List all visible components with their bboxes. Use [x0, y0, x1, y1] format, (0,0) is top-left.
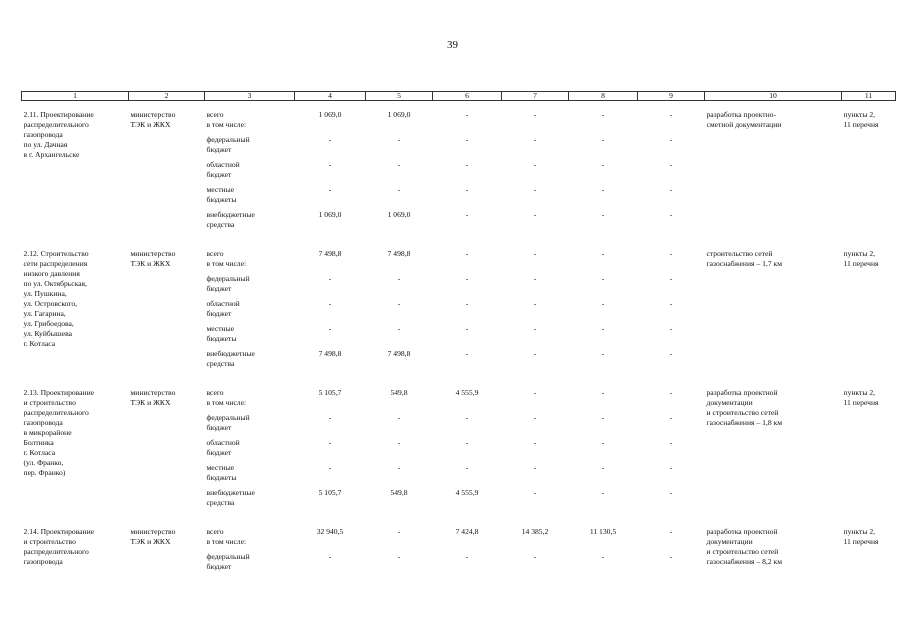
amount-cell: -: [465, 185, 469, 194]
column-number: 7: [502, 92, 569, 101]
amount-cell: -: [533, 249, 537, 258]
column-number: 1: [22, 92, 129, 101]
amount-cell: -: [397, 135, 401, 144]
amount-cell: -: [669, 135, 673, 144]
executor: министерство ТЭК и ЖКХ: [130, 388, 176, 407]
amount-cell: -: [601, 274, 605, 283]
amount-cell: -: [601, 438, 605, 447]
funding-source: местные бюджеты: [206, 185, 237, 204]
amount-cell: -: [328, 135, 332, 144]
basis-reference: пункты 2, 11 перечня: [843, 388, 879, 407]
amount-cell: -: [533, 299, 537, 308]
amount-cell: 1 069,0: [318, 210, 342, 219]
amount-cell: -: [465, 299, 469, 308]
column-number: 3: [205, 92, 295, 101]
funding-source: областной бюджет: [206, 299, 240, 318]
funding-source: местные бюджеты: [206, 463, 237, 482]
amount-cell: -: [669, 349, 673, 358]
amount-cell: 4 555,9: [455, 488, 479, 497]
amount-cell: -: [533, 463, 537, 472]
amount-cell: -: [601, 110, 605, 119]
amount-cell: -: [328, 463, 332, 472]
amount-cell: 7 498,8: [387, 349, 411, 358]
amount-cell: -: [328, 274, 332, 283]
amount-cell: -: [669, 299, 673, 308]
amount-cell: -: [533, 160, 537, 169]
block-spacer: [22, 374, 896, 388]
amount-cell: -: [533, 110, 537, 119]
amount-cell: -: [533, 552, 537, 561]
expected-result: разработка проектно- сметной документации: [706, 110, 782, 129]
table-row: [22, 249, 896, 274]
funding-source: федеральный бюджет: [206, 135, 250, 154]
amount-cell: 7 498,8: [387, 249, 411, 258]
amount-cell: -: [601, 210, 605, 219]
funding-source: областной бюджет: [206, 438, 240, 457]
amount-cell: -: [465, 438, 469, 447]
column-number: 5: [366, 92, 433, 101]
amount-cell: 7 498,8: [318, 349, 342, 358]
page-number: 39: [447, 39, 458, 51]
basis-reference: пункты 2, 11 перечня: [843, 110, 879, 129]
amount-cell: -: [397, 274, 401, 283]
table-row: [22, 388, 896, 413]
amount-cell: 549,8: [390, 388, 408, 397]
amount-cell: 1 069,0: [318, 110, 342, 119]
spacer-cell: [22, 374, 896, 388]
measure-name: 2.12. Строительство сети распределения низкого давления по ул. Октябрьская, ул. Пушкина, ул. Островского, ул. Гагарина, ул. Грибоедова, ул. Куйбышева г. Котласа: [23, 249, 89, 348]
amount-cell: -: [601, 413, 605, 422]
amount-cell: -: [533, 488, 537, 497]
amount-cell: 5 105,7: [318, 388, 342, 397]
executor: министерство ТЭК и ЖКХ: [130, 527, 176, 546]
column-number: 10: [705, 92, 842, 101]
amount-cell: -: [533, 438, 537, 447]
amount-cell: -: [669, 438, 673, 447]
amount-cell: 11 130,5: [589, 527, 617, 536]
amount-cell: -: [669, 552, 673, 561]
measure-name: 2.11. Проектирование распределительного газопровода по ул. Дачная в г. Архангельске: [23, 110, 94, 159]
column-number: 8: [569, 92, 638, 101]
amount-cell: -: [601, 463, 605, 472]
expected-result: строительство сетей газоснабжения – 1,7 км: [706, 249, 783, 268]
amount-cell: -: [669, 110, 673, 119]
amount-cell: -: [601, 299, 605, 308]
measure-name: 2.14. Проектирование и строительство распределительного газопровода: [23, 527, 95, 566]
basis-reference: пункты 2, 11 перечня: [843, 527, 879, 546]
executor: министерство ТЭК и ЖКХ: [130, 249, 176, 268]
amount-cell: -: [533, 210, 537, 219]
spacer-cell: [22, 235, 896, 249]
amount-cell: 1 069,0: [387, 110, 411, 119]
program-table: [21, 91, 896, 577]
amount-cell: -: [601, 249, 605, 258]
amount-cell: 7 424,8: [455, 527, 479, 536]
executor: министерство ТЭК и ЖКХ: [130, 110, 176, 129]
amount-cell: -: [397, 438, 401, 447]
column-number: 2: [129, 92, 205, 101]
column-number-row: [22, 92, 896, 101]
amount-cell: -: [397, 324, 401, 333]
amount-cell: -: [601, 388, 605, 397]
amount-cell: -: [328, 299, 332, 308]
amount-cell: 7 498,8: [318, 249, 342, 258]
amount-cell: -: [328, 324, 332, 333]
amount-cell: -: [533, 274, 537, 283]
amount-cell: -: [533, 135, 537, 144]
funding-source: внебюджетные средства: [206, 349, 255, 368]
amount-cell: -: [601, 488, 605, 497]
funding-source: внебюджетные средства: [206, 210, 255, 229]
funding-source: федеральный бюджет: [206, 552, 250, 571]
amount-cell: 5 105,7: [318, 488, 342, 497]
funding-source: федеральный бюджет: [206, 413, 250, 432]
amount-cell: -: [669, 185, 673, 194]
amount-cell: -: [397, 413, 401, 422]
amount-cell: -: [465, 110, 469, 119]
amount-cell: -: [328, 185, 332, 194]
column-number: 11: [842, 92, 896, 101]
block-spacer: [22, 235, 896, 249]
amount-cell: -: [669, 160, 673, 169]
amount-cell: -: [669, 249, 673, 258]
amount-cell: -: [669, 413, 673, 422]
funding-source: внебюджетные средства: [206, 488, 255, 507]
amount-cell: -: [601, 185, 605, 194]
table-row: [22, 101, 896, 136]
amount-cell: -: [669, 274, 673, 283]
amount-cell: -: [397, 299, 401, 308]
column-number: 9: [638, 92, 705, 101]
amount-cell: -: [669, 388, 673, 397]
amount-cell: -: [465, 210, 469, 219]
amount-cell: -: [397, 463, 401, 472]
amount-cell: -: [465, 324, 469, 333]
table-row: [22, 527, 896, 552]
amount-cell: -: [397, 527, 401, 536]
amount-cell: 549,8: [390, 488, 408, 497]
amount-cell: -: [397, 160, 401, 169]
amount-cell: -: [465, 463, 469, 472]
block-spacer: [22, 513, 896, 527]
amount-cell: -: [465, 413, 469, 422]
amount-cell: -: [601, 160, 605, 169]
amount-cell: 32 940,5: [316, 527, 344, 536]
funding-source: всего в том числе:: [206, 110, 247, 129]
amount-cell: 1 069,0: [387, 210, 411, 219]
amount-cell: -: [601, 349, 605, 358]
amount-cell: -: [533, 185, 537, 194]
column-number: 4: [295, 92, 366, 101]
amount-cell: -: [328, 438, 332, 447]
funding-source: федеральный бюджет: [206, 274, 250, 293]
amount-cell: -: [533, 324, 537, 333]
expected-result: разработка проектной документации и строительство сетей газоснабжения – 8,2 км: [706, 527, 783, 566]
amount-cell: -: [465, 274, 469, 283]
amount-cell: -: [601, 324, 605, 333]
amount-cell: -: [669, 527, 673, 536]
funding-source: местные бюджеты: [206, 324, 237, 343]
amount-cell: -: [533, 413, 537, 422]
funding-source: всего в том числе:: [206, 249, 247, 268]
amount-cell: -: [397, 185, 401, 194]
amount-cell: -: [397, 552, 401, 561]
amount-cell: -: [328, 552, 332, 561]
amount-cell: -: [465, 135, 469, 144]
amount-cell: -: [465, 552, 469, 561]
amount-cell: -: [328, 160, 332, 169]
amount-cell: 4 555,9: [455, 388, 479, 397]
amount-cell: -: [669, 210, 673, 219]
amount-cell: 14 385,2: [521, 527, 549, 536]
amount-cell: -: [533, 349, 537, 358]
amount-cell: -: [328, 413, 332, 422]
amount-cell: -: [669, 488, 673, 497]
funding-source: всего в том числе:: [206, 527, 247, 546]
funding-source: всего в том числе:: [206, 388, 247, 407]
amount-cell: -: [601, 135, 605, 144]
amount-cell: -: [533, 388, 537, 397]
amount-cell: -: [465, 349, 469, 358]
measure-name: 2.13. Проектирование и строительство распределительного газопровода в микрорайоне Болтинка г. Котласа (ул. Франко, пер. Франко): [23, 388, 95, 477]
funding-source: областной бюджет: [206, 160, 240, 179]
amount-cell: -: [465, 249, 469, 258]
amount-cell: -: [601, 552, 605, 561]
column-number: 6: [433, 92, 502, 101]
spacer-cell: [22, 513, 896, 527]
expected-result: разработка проектной документации и строительство сетей газоснабжения – 1,8 км: [706, 388, 783, 427]
amount-cell: -: [669, 463, 673, 472]
amount-cell: -: [669, 324, 673, 333]
amount-cell: -: [465, 160, 469, 169]
basis-reference: пункты 2, 11 перечня: [843, 249, 879, 268]
